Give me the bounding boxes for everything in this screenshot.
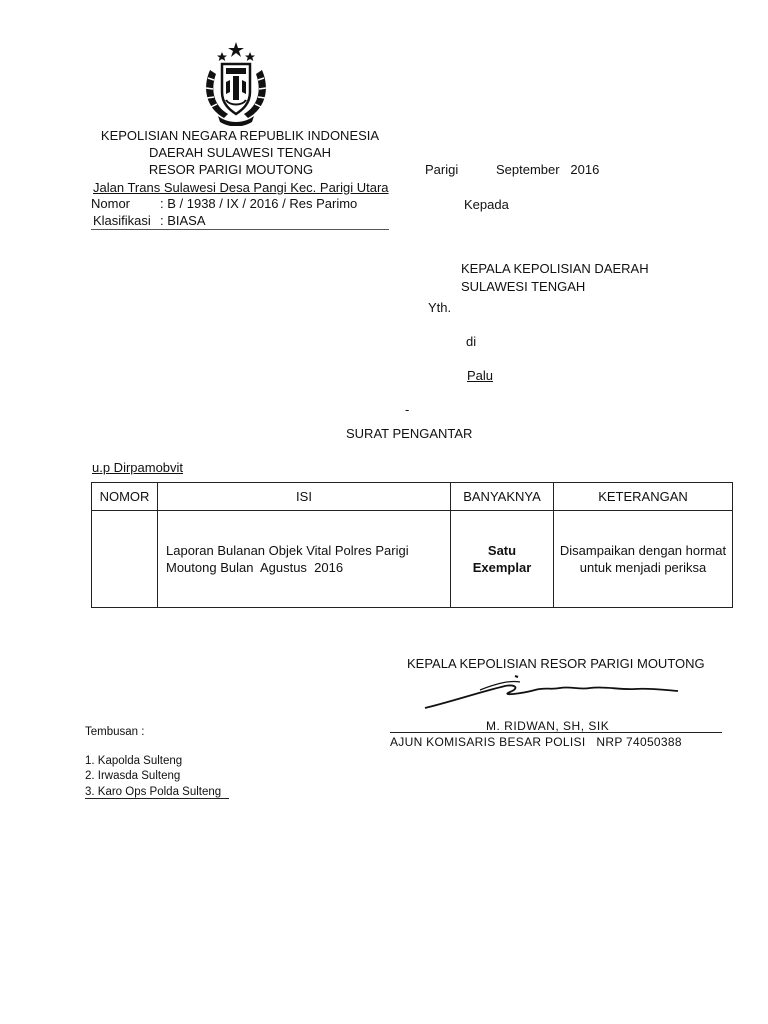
signatory-name: M. RIDWAN, SH, SIK [486, 719, 610, 733]
header-nomor: NOMOR [92, 483, 158, 511]
handwritten-signature [420, 672, 685, 712]
tembusan-item: 3. Karo Ops Polda Sulteng [85, 786, 229, 799]
cell-isi [158, 511, 451, 608]
yth-label: Yth. [428, 300, 452, 315]
document-title: SURAT PENGANTAR [346, 426, 473, 441]
recipient-line2: SULAWESI TENGAH [461, 279, 586, 294]
header-divider [91, 229, 389, 230]
table-row [92, 511, 733, 608]
tembusan-item: 1. Kapolda Sulteng [85, 755, 183, 767]
cell-nomor [92, 511, 158, 608]
attention-line: u.p Dirpamobvit [92, 460, 184, 475]
signatory-rank: AJUN KOMISARIS BESAR POLISI NRP 74050388 [390, 735, 682, 749]
address-line: Jalan Trans Sulawesi Desa Pangi Kec. Parigi Utara [93, 180, 389, 195]
tembusan-item: 2. Irwasda Sulteng [85, 770, 181, 782]
header-keterangan: KETERANGAN [554, 483, 733, 511]
ket-line1: Disampaikan dengan hormat [559, 543, 727, 558]
nomor-value: : B / 1938 / IX / 2016 / Res Parimo [160, 196, 358, 211]
region-name: DAERAH SULAWESI TENGAH [148, 145, 332, 160]
cell-keterangan [554, 511, 733, 608]
header-banyaknya: BANYAKNYA [451, 483, 554, 511]
items-table [91, 482, 733, 608]
ket-line2: untuk menjadi periksa [579, 560, 707, 575]
date-place: Parigi [425, 162, 459, 177]
nomor-label: Nomor [91, 196, 131, 211]
title-mark: - [405, 402, 410, 417]
isi-line2: Moutong Bulan Agustus 2016 [166, 560, 344, 575]
institution-name: KEPOLISIAN NEGARA REPUBLIK INDONESIA [100, 128, 380, 143]
resort-name: RESOR PARIGI MOUTONG [148, 162, 314, 177]
banyak-line2: Exemplar [472, 560, 532, 575]
banyak-line1: Satu [487, 543, 517, 558]
police-emblem-logo [200, 40, 272, 126]
kepada-label: Kepada [464, 197, 509, 212]
header-isi: ISI [158, 483, 451, 511]
cell-banyaknya [451, 511, 554, 608]
di-label: di [466, 334, 477, 349]
signature-title: KEPALA KEPOLISIAN RESOR PARIGI MOUTONG [407, 656, 705, 671]
klasifikasi-label: Klasifikasi [93, 213, 151, 228]
tembusan-label: Tembusan : [85, 726, 145, 738]
isi-line1: Laporan Bulanan Objek Vital Polres Parigi [166, 543, 409, 558]
date-month-year: September 2016 [496, 162, 600, 177]
table-header-row [92, 483, 733, 511]
recipient-line1: KEPALA KEPOLISIAN DAERAH [461, 261, 649, 276]
recipient-city: Palu [467, 368, 494, 383]
klasifikasi-value: : BIASA [160, 213, 206, 228]
